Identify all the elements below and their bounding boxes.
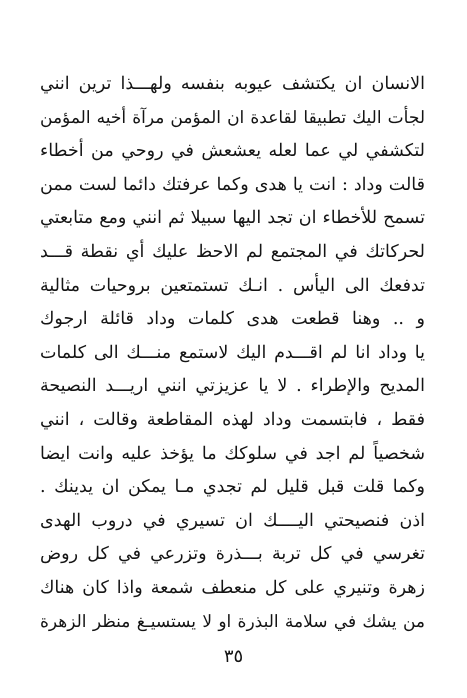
text-line: وكما قلت قبل قليل لم تجدي مـا يمكن ان يدينك . [40,477,425,498]
text-line: فقط ، فابتسمت وداد لهذه المقاطعة وقالت ، انني [40,409,425,430]
text-line: يا وداد انا لم اقـــدم اليك لاستمع منـــك الى كلمات [40,342,425,363]
text-line: زهرة وتنيري على كل منعطف شمعة واذا كان هناك [40,577,425,598]
text-line: لتكشفي لي عما لعله يعشعش في روحي من أخطاء [40,141,425,162]
text-line: قالت وداد : انت يا هدى وكما عرفتك دائما لست ممن [40,174,425,195]
page-number: ٣٥ [223,646,244,667]
text-line: لحركاتك في المجتمع لم الاحظ عليك أي نقطة قـــد [40,241,425,262]
text-line: لجأت اليك تطبيقا لقاعدة ان المؤمن مرآة أخيه المؤمن [40,107,425,128]
text-line: تدفعك الى اليأس . انـك تستمتعين بروحيات مثالية [40,275,425,296]
text-line: تغرسي في كل تربة بـــذرة وتزرعي في كل روض [40,544,425,565]
text-line: تسمح للأخطاء ان تجد اليها سبيلا ثم انني ومع متابعتي [40,208,425,229]
text-line: المديح والإطراء . لا يا عزيزتي انني اريـــد النصيحة [40,376,425,397]
text-line: اذن فنصيحتي اليــــك ان تسيري في دروب الهدى [40,510,425,531]
text-line: و .. وهنا قطعت هدى كلمات وداد قائلة ارجوك [40,309,425,330]
text-line: شخصياً لم اجد في سلوكك ما يؤخذ عليه وانت ايضا [40,443,425,464]
text-line: الانسان ان يكتشف عيوبه بنفسه ولهـــذا ترين انني [40,74,425,94]
body-text [40,68,425,639]
text-line: من يشك في سلامة البذرة او لا يستسيـغ منظر الزهرة [40,611,425,632]
